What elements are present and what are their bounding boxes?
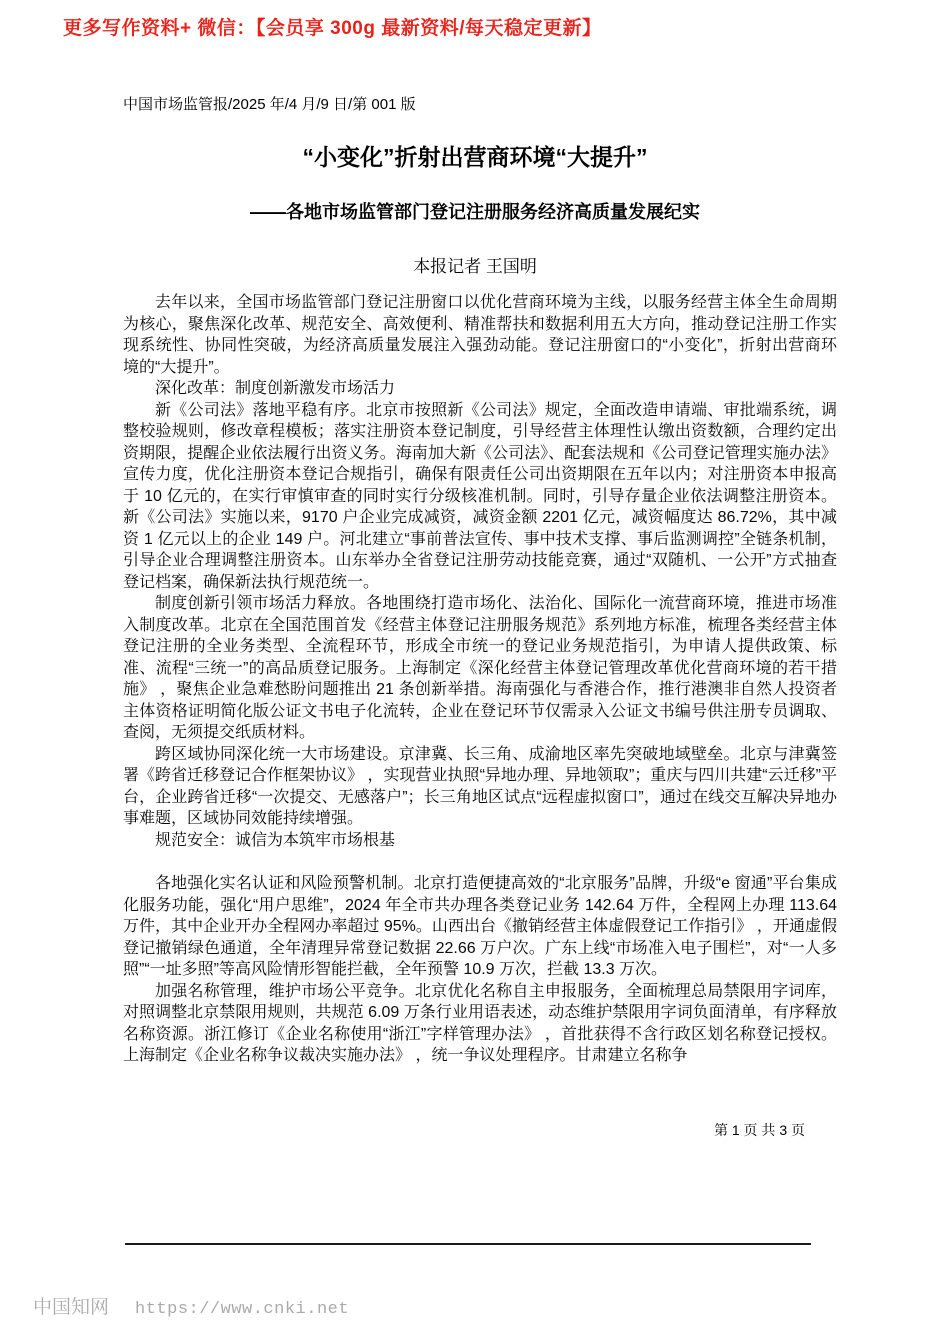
article-subtitle: ——各地市场监管部门登记注册服务经济高质量发展纪实 (250, 202, 700, 222)
article-byline: 本报记者 王国明 (413, 257, 537, 276)
paragraph: 制度创新引领市场活力释放。各地围绕打造市场化、法治化、国际化一流营商环境，推进市场准入制度改革。北京在全国范围首发《经营主体登记注册服务规范》系列地方标准，梳理各类经营主体登记注册的全业务类型、全流程环节，形成全市统一的登记业务规范指引，为申请人提供政策、标准、流程“三统一”的高品质登记服务。上海制定《深化经营主体登记管理改革优化营商环境的若干措施》 ，聚焦企业急难愁盼问题推出 21 条创新举措。海南强化与香港合作，推行港澳非自然人投资者主体资格证明简化版公证文书电子化流转，企业在登记环节仅需录入公证文书编号供注册专员调取、查阅，无须提交纸质材料。 (123, 595, 837, 741)
cnki-site-url: https://www.cnki.net (135, 1300, 350, 1319)
paragraph: 去年以来，全国市场监管部门登记注册窗口以优化营商环境为主线，以服务经营主体全生命周期为核心，聚焦深化改革、规范安全、高效便利、精准帮扶和数据利用五大方向，推动登记注册工作实现系统性、协同性突破，为经济高质量发展注入强劲动能。登记注册窗口的“小变化”，折射出营商环境的“大提升”。 (123, 294, 837, 376)
publication-source-line: 中国市场监管报/2025 年/4 月/9 日/第 001 版 (123, 96, 416, 113)
paragraph: 各地强化实名认证和风险预警机制。北京打造便捷高效的“北京服务”品牌，升级“e 窗通”平台集成化服务功能，强化“用户思维”，2024 年全市共办理各类登记业务 142.64 万件，全程网上办理 113.64 万件，其中企业开办全程网办率超过 95%。山西出台《撤销经营主体虚假登记工作指引》 ，开通虚假登记撤销绿色通道，全年清理异常登记数据 22.66 万户次。广东上线“市场准入电子围栏”，对“一人多照”“一址多照”等高风险情形智能拦截，全年预警 10.9 万次，拦截 13.3 万次。 (123, 875, 837, 978)
promo-banner: 更多写作资料+ 微信：【会员享 300g 最新资料/每天稳定更新】 (63, 18, 602, 39)
section-heading: 规范安全：诚信为本筑牢市场根基 (155, 831, 396, 849)
cnki-watermark (33, 1292, 349, 1319)
paragraph: 跨区域协同深化统一大市场建设。京津冀、长三角、成渝地区率先突破地域壁垒。北京与津冀签署《跨省迁移登记合作框架协议》 ，实现营业执照“异地办理、异地领取”；重庆与四川共建“云迁移”平台，企业跨省迁移“一次提交、无感落户”；长三角地区试点“远程虚拟窗口”，通过在线交互解决异地办事难题，区域协同效能持续增强。 (123, 745, 837, 827)
paragraph: 加强名称管理，维护市场公平竞争。北京优化名称自主申报服务，全面梳理总局禁限用字词库，对照调整北京禁限用规则，共规范 6.09 万条行业用语表述，动态维护禁限用字词负面清单，有序释放名称资源。浙江修订《企业名称使用“浙江”字样管理办法》 ，首批获得不含行政区划名称登记授权。上海制定《企业名称争议裁决实施办法》 ，统一争议处理程序。甘肃建立名称争 (123, 982, 837, 1064)
cnki-site-name: 中国知网 (33, 1297, 110, 1318)
article-body (123, 292, 837, 1067)
page-indicator: 第 1 页 共 3 页 (713, 1122, 805, 1138)
footer-divider-line (125, 1243, 811, 1245)
paragraph: 新《公司法》落地平稳有序。北京市按照新《公司法》规定，全面改造申请端、审批端系统，调整校验规则，修改章程模板；落实注册资本登记制度，引导经营主体理性认缴出资数额，合理约定出资期限，提醒企业依法履行出资义务。海南加大新《公司法》、配套法规和《公司登记管理实施办法》宣传力度，优化注册资本登记合规指引，确保有限责任公司出资期限在五年以内；对注册资本申报高于 10 亿元的，在实行审慎审查的同时实行分级核准机制。同时，引导存量企业依法调整注册资本。新《公司法》实施以来，9170 户企业完成减资，减资金额 2201 亿元，减资幅度达 86.72%，其中减资 1 亿元以上的企业 149 户。河北建立“事前普法宣传、事中技术支撑、事后监测调控”全链条机制，引导企业合理调整注册资本。山东举办全省登记注册劳动技能竞赛，通过“双随机、一公开”方式抽查登记档案，确保新法执行规范统一。 (123, 401, 837, 591)
article-title: “小变化”折射出营商环境“大提升” (302, 144, 648, 170)
section-heading: 深化改革：制度创新激发市场活力 (155, 380, 396, 397)
